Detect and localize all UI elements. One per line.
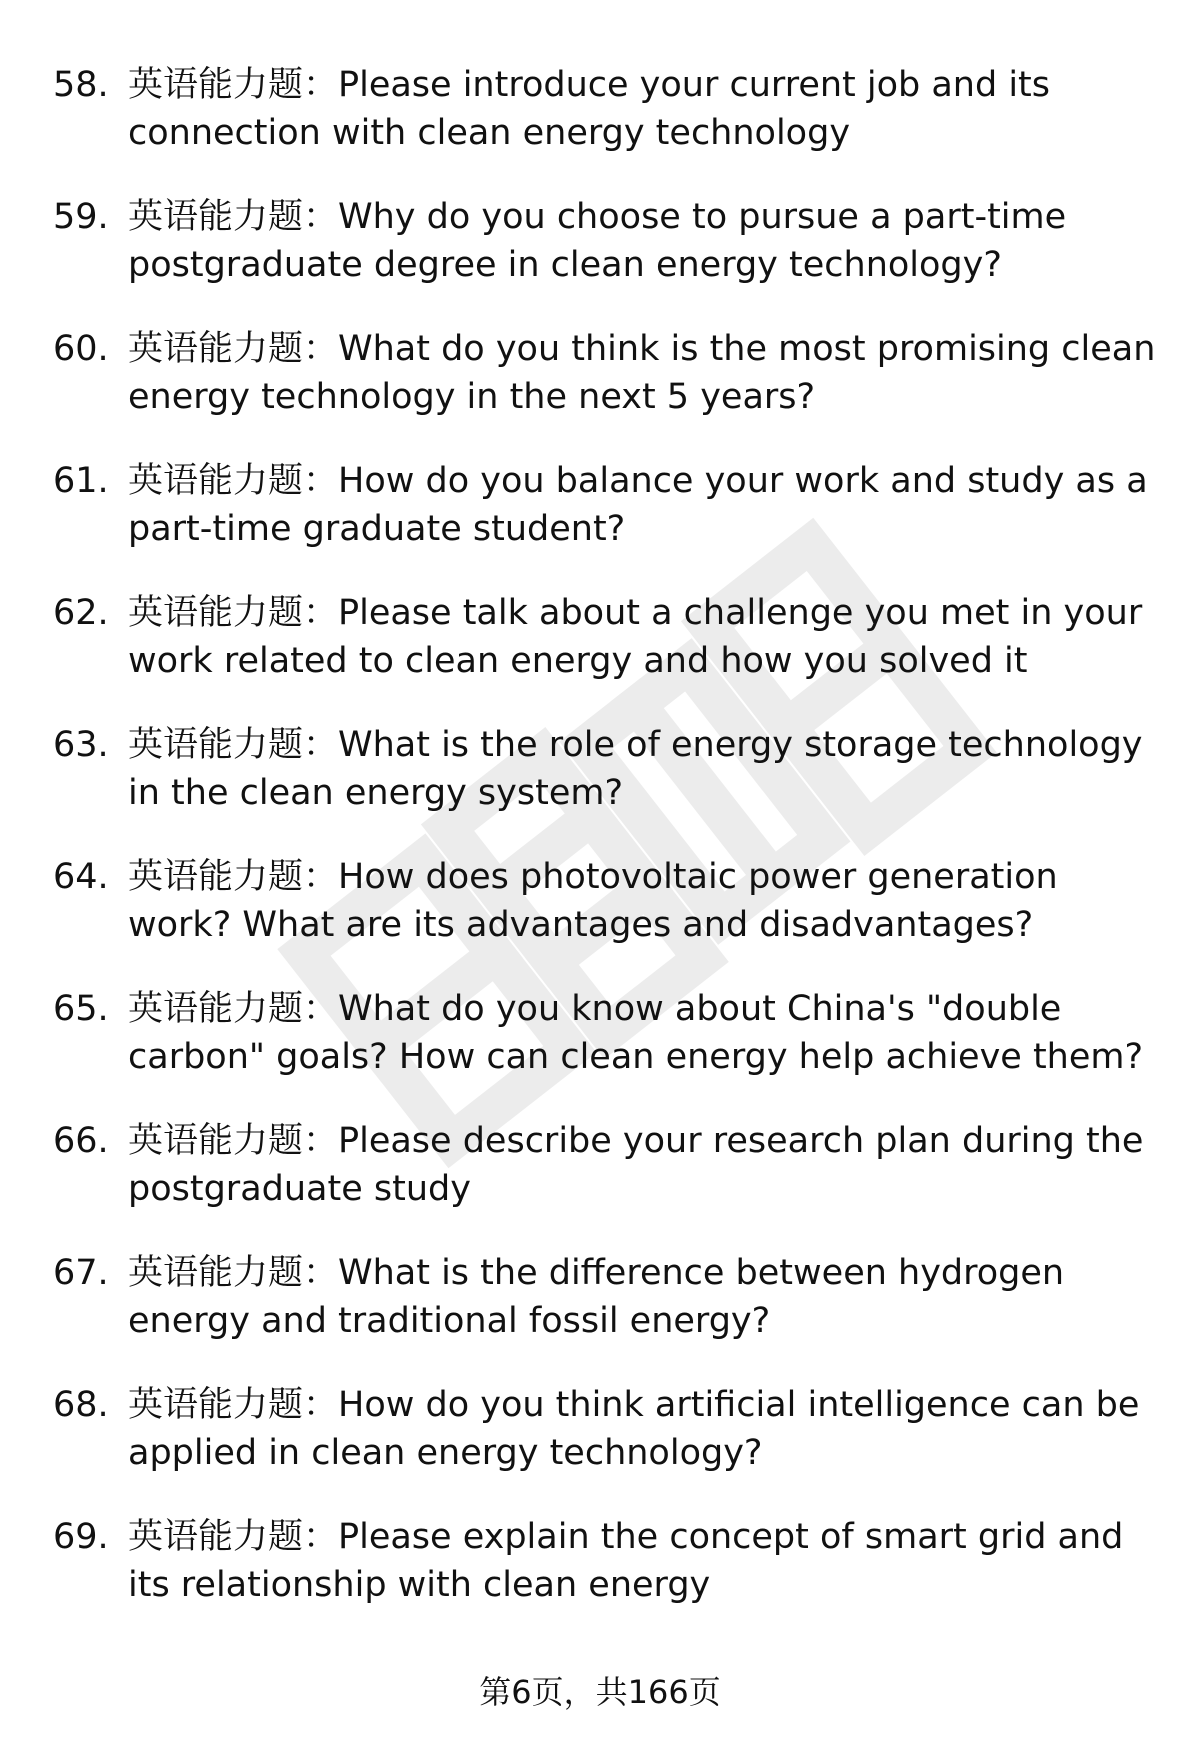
question-item — [0, 980, 1200, 1112]
question-number: 60. — [53, 329, 109, 369]
question-item — [0, 716, 1200, 848]
question-number: 67. — [53, 1253, 109, 1293]
question-number: 65. — [53, 989, 109, 1029]
question-text: 英语能力题：Please introduce your current job and its connection with clean energy technology — [128, 65, 1051, 153]
question-text: 英语能力题：What is the difference between hydrogen energy and traditional fossil energy? — [128, 1253, 1065, 1341]
question-number: 62. — [53, 593, 109, 633]
question-number: 63. — [53, 725, 109, 765]
question-text: 英语能力题：Please explain the concept of smart grid and its relationship with clean energy — [128, 1517, 1124, 1605]
question-number: 69. — [53, 1517, 109, 1557]
question-text: 英语能力题：How do you think artificial intelligence can be applied in clean energy technology? — [128, 1385, 1140, 1473]
question-text: 英语能力题：What is the role of energy storage technology in the clean energy system? — [128, 725, 1143, 813]
question-text: 英语能力题：Please talk about a challenge you met in your work related to clean energy and how you solved it — [128, 593, 1143, 681]
question-number: 61. — [53, 461, 109, 501]
question-number: 59. — [53, 197, 109, 237]
question-list — [0, 56, 1200, 1640]
question-text: 英语能力题：What do you know about China's "double carbon" goals? How can clean energy help achieve them? — [128, 989, 1144, 1077]
question-text: 英语能力题：How do you balance your work and study as a part-time graduate student? — [128, 461, 1148, 549]
question-item — [0, 188, 1200, 320]
question-text: 英语能力题：How does photovoltaic power generation work? What are its advantages and disadvantages? — [128, 857, 1058, 945]
question-item — [0, 584, 1200, 716]
question-text: 英语能力题：Why do you choose to pursue a part-time postgraduate degree in clean energy technology? — [128, 197, 1067, 285]
page-footer: 第6页，共166页 — [479, 1673, 721, 1711]
question-item — [0, 452, 1200, 584]
question-number: 68. — [53, 1385, 109, 1425]
question-item — [0, 848, 1200, 980]
question-text: 英语能力题：Please describe your research plan during the postgraduate study — [128, 1121, 1144, 1209]
question-number: 64. — [53, 857, 109, 897]
question-item — [0, 1508, 1200, 1640]
question-text: 英语能力题：What do you think is the most promising clean energy technology in the next 5 years? — [128, 329, 1156, 417]
question-item — [0, 1112, 1200, 1244]
question-item — [0, 1376, 1200, 1508]
question-number: 66. — [53, 1121, 109, 1161]
question-item — [0, 56, 1200, 188]
question-item — [0, 1244, 1200, 1376]
question-item — [0, 320, 1200, 452]
question-number: 58. — [53, 65, 109, 105]
